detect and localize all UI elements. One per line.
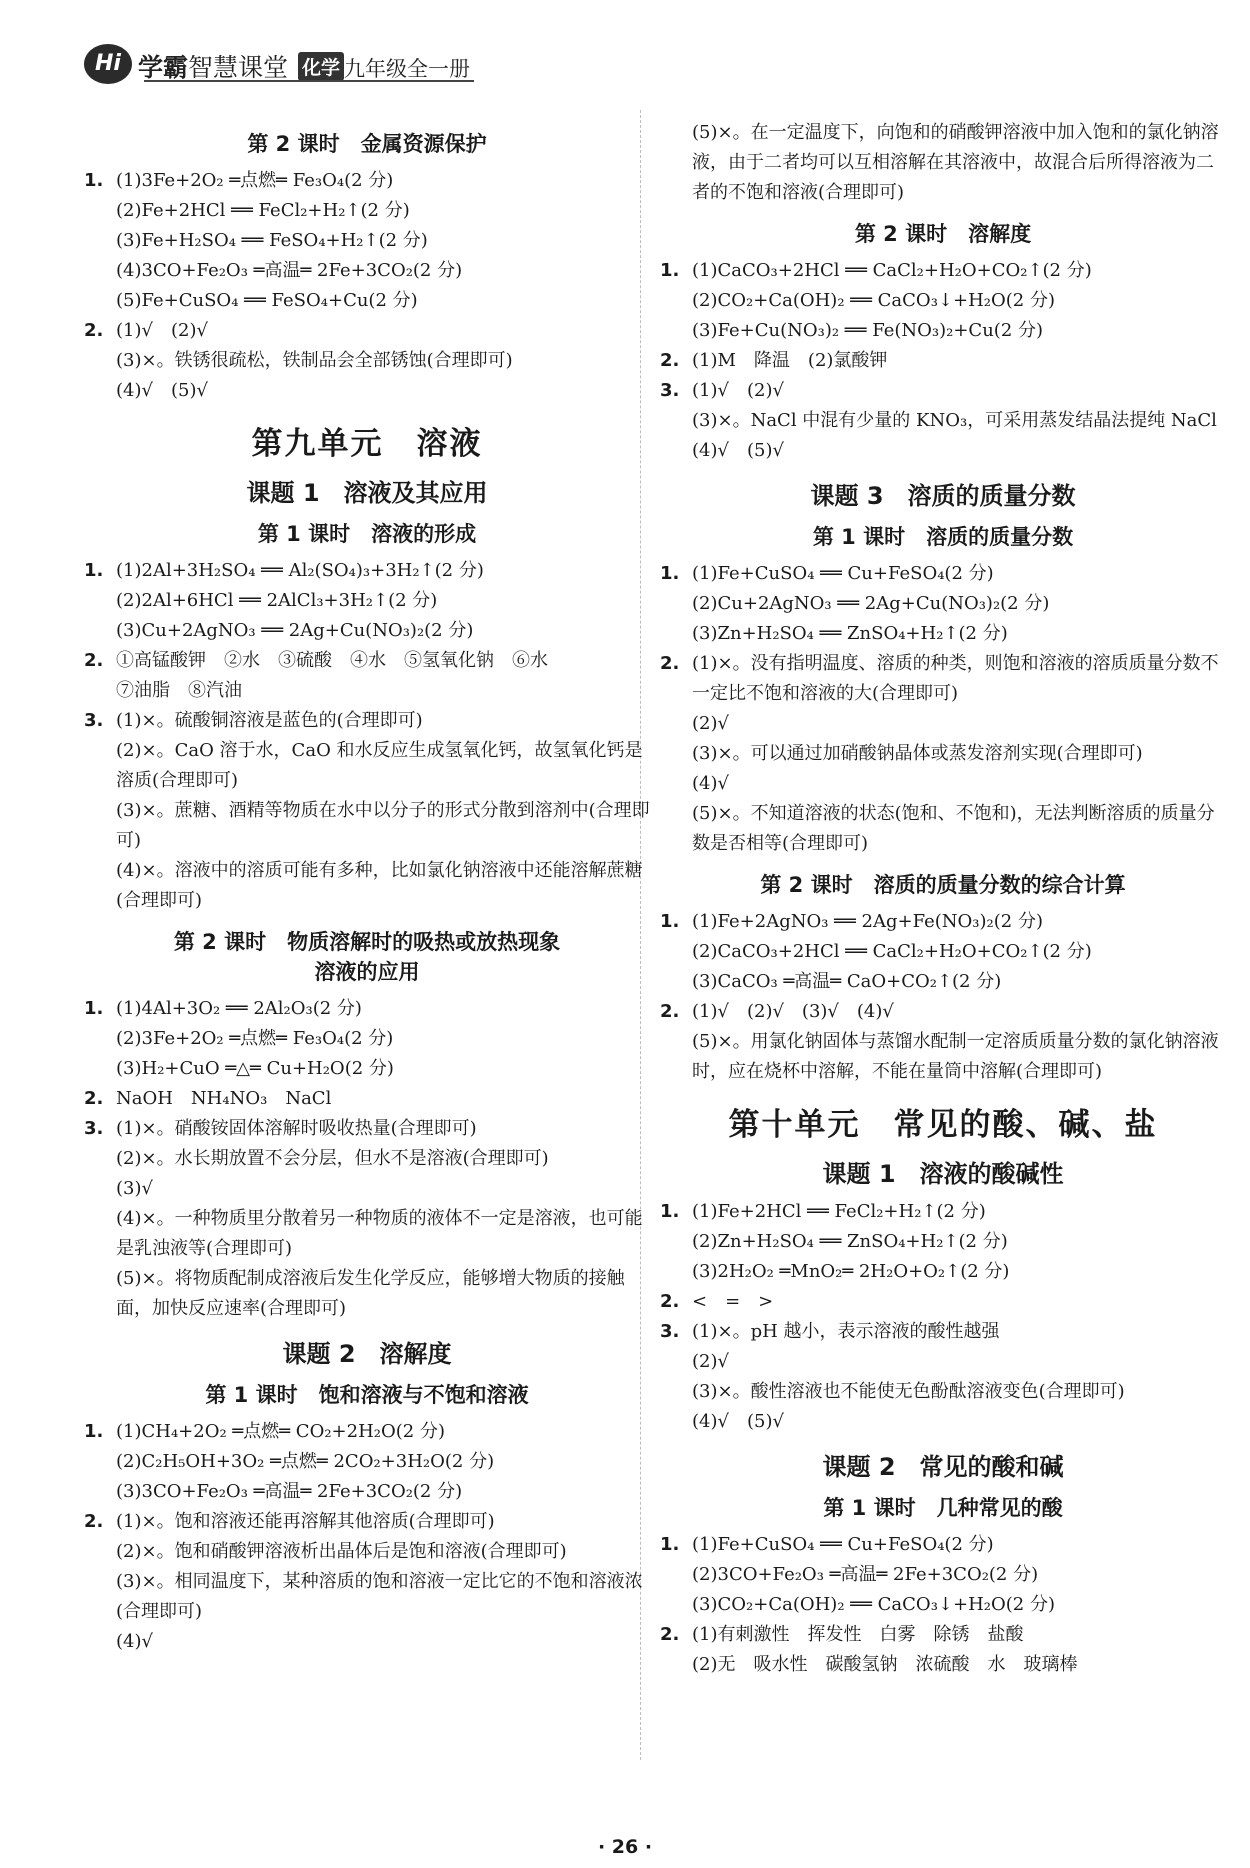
lesson-title: 第 2 课时 溶解度 (854, 222, 1032, 246)
answer-line (84, 1114, 650, 1144)
answer-item (84, 994, 650, 1084)
lesson-title: 第 2 课时 溶质的质量分数的综合计算 (760, 873, 1126, 897)
answer-text: (4)√ (116, 1631, 153, 1652)
answer-text: ①高锰酸钾 ②水 ③硫酸 ④水 ⑤氢氧化钠 ⑥水 (116, 650, 548, 671)
question-number: 3. (660, 1321, 680, 1342)
answer-line (84, 1144, 650, 1174)
topic-title: 课题 3 溶质的质量分数 (810, 482, 1076, 510)
answer-line (660, 907, 1226, 937)
answer-text: (4)×。一种物质里分散着另一种物质的液体不一定是溶液，也可能是乳浊液等(合理即可) (116, 1208, 643, 1259)
answer-text: (3)√ (116, 1178, 153, 1199)
answer-text: (2)CO₂+Ca(OH)₂ ══ CaCO₃↓+H₂O(2 分) (692, 290, 1055, 311)
answer-line (84, 1054, 650, 1084)
question-number: 3. (84, 710, 104, 731)
answer-text: (1)Fe+CuSO₄ ══ Cu+FeSO₄(2 分) (692, 1534, 994, 1555)
answer-item (84, 166, 650, 316)
answer-text: (2)×。饱和硝酸钾溶液析出晶体后是饱和溶液(合理即可) (116, 1541, 567, 1562)
answer-line (84, 796, 650, 856)
answer-text: (5)×。用氯化钠固体与蒸馏水配制一定溶质质量分数的氯化钠溶液时，应在烧杯中溶解，不能在量筒中溶解(合理即可) (692, 1031, 1219, 1082)
answer-text: (2)√ (692, 1351, 729, 1372)
answer-text: (1)√ (2)√ (692, 380, 784, 401)
answer-item (660, 346, 1226, 376)
answer-line (660, 1027, 1226, 1087)
answer-text: NaOH NH₄NO₃ NaCl (116, 1088, 332, 1109)
answer-text: (2)Fe+2HCl ══ FeCl₂+H₂↑(2 分) (116, 200, 410, 221)
answer-text: (3)Fe+Cu(NO₃)₂ ══ Fe(NO₃)₂+Cu(2 分) (692, 320, 1044, 341)
answer-item (84, 706, 650, 916)
answer-item (660, 997, 1226, 1087)
answer-line (660, 118, 1226, 208)
question-number: 1. (84, 998, 104, 1019)
answer-line (84, 166, 650, 196)
answer-text: (4)√ (5)√ (692, 1411, 784, 1432)
answer-line (84, 316, 650, 346)
answer-line (660, 619, 1226, 649)
answer-text: (1)4Al+3O₂ ══ 2Al₂O₃(2 分) (116, 998, 362, 1019)
answer-text: (3)×。NaCl 中混有少量的 KNO₃，可采用蒸发结晶法提纯 NaCl (692, 410, 1217, 431)
answer-line (84, 226, 650, 256)
answer-line (660, 1590, 1226, 1620)
answer-line (84, 1024, 650, 1054)
answer-text: (1)CaCO₃+2HCl ══ CaCl₂+H₂O+CO₂↑(2 分) (692, 260, 1092, 281)
question-number: 1. (660, 563, 680, 584)
answer-line (84, 856, 650, 916)
answer-text: (2)3Fe+2O₂ ═点燃═ Fe₃O₄(2 分) (116, 1028, 394, 1049)
grade-label: 九年级全一册 (344, 57, 471, 81)
answer-line (660, 1257, 1226, 1287)
answer-text: (3)H₂+CuO ═△═ Cu+H₂O(2 分) (116, 1058, 394, 1079)
answer-item (660, 1287, 1226, 1317)
answer-text: (3)3CO+Fe₂O₃ ═高温═ 2Fe+3CO₂(2 分) (116, 1481, 463, 1502)
answer-item (660, 376, 1226, 466)
answer-line (660, 1560, 1226, 1590)
answer-text: (1)Fe+2HCl ══ FeCl₂+H₂↑(2 分) (692, 1201, 986, 1222)
answer-text: (1)有刺激性 挥发性 白雾 除锈 盐酸 (692, 1624, 1024, 1645)
lesson-title: 第 1 课时 溶液的形成 (257, 522, 477, 546)
answer-text: (1)×。pH 越小，表示溶液的酸性越强 (692, 1321, 1000, 1342)
answer-line (84, 1204, 650, 1264)
topic-title: 课题 1 溶液的酸碱性 (822, 1160, 1064, 1188)
answer-text: (2)3CO+Fe₂O₃ ═高温═ 2Fe+3CO₂(2 分) (692, 1564, 1039, 1585)
answer-text: (2)Zn+H₂SO₄ ══ ZnSO₄+H₂↑(2 分) (692, 1231, 1008, 1252)
answer-text: (2)√ (692, 713, 729, 734)
answer-text: (1)×。硝酸铵固体溶解时吸收热量(合理即可) (116, 1118, 477, 1139)
answer-text: (3)CaCO₃ ═高温═ CaO+CO₂↑(2 分) (692, 971, 1002, 992)
answer-line (660, 649, 1226, 709)
topic-title: 课题 2 溶解度 (282, 1340, 452, 1368)
answer-text: (1)Fe+2AgNO₃ ══ 2Ag+Fe(NO₃)₂(2 分) (692, 911, 1043, 932)
answer-line (84, 586, 650, 616)
question-number: 1. (660, 260, 680, 281)
answer-item (84, 316, 650, 406)
answer-text: (3)Cu+2AgNO₃ ══ 2Ag+Cu(NO₃)₂(2 分) (116, 620, 474, 641)
answer-item (84, 1417, 650, 1507)
answer-text: (2)×。水长期放置不会分层，但水不是溶液(合理即可) (116, 1148, 549, 1169)
answer-line (660, 1197, 1226, 1227)
answer-text: (3)2H₂O₂ ═MnO₂═ 2H₂O+O₂↑(2 分) (692, 1261, 1010, 1282)
answer-line (84, 1477, 650, 1507)
brand-name: 学霸 (138, 53, 189, 82)
answer-text: (3)×。蔗糖、酒精等物质在水中以分子的形式分散到溶剂中(合理即可) (116, 800, 650, 851)
answer-line (660, 286, 1226, 316)
lesson-title: 第 2 课时 金属资源保护 (247, 132, 487, 156)
answer-line (660, 1620, 1226, 1650)
answer-line (84, 256, 650, 286)
answer-text: (1)×。硫酸铜溶液是蓝色的(合理即可) (116, 710, 423, 731)
answer-text: (1)CH₄+2O₂ ═点燃═ CO₂+2H₂O(2 分) (116, 1421, 445, 1442)
answer-text: (2)Cu+2AgNO₃ ══ 2Ag+Cu(NO₃)₂(2 分) (692, 593, 1050, 614)
answer-line (84, 616, 650, 646)
answer-text: (4)×。溶液中的溶质可能有多种，比如氯化钠溶液中还能溶解蔗糖(合理即可) (116, 860, 643, 911)
question-number: 1. (660, 1201, 680, 1222)
answer-line (660, 406, 1226, 436)
answer-line (84, 1264, 650, 1324)
answer-line (660, 997, 1226, 1027)
answer-line (660, 1347, 1226, 1377)
answer-text: ⑦油脂 ⑧汽油 (116, 680, 242, 701)
answer-text: (1)M 降温 (2)氯酸钾 (692, 350, 888, 371)
answer-line (84, 556, 650, 586)
answer-line (660, 346, 1226, 376)
answer-line (84, 736, 650, 796)
answer-item (660, 1317, 1226, 1437)
answer-line (84, 376, 650, 406)
answer-line (660, 559, 1226, 589)
left-column (84, 118, 650, 1657)
answer-text: (4)√ (5)√ (116, 380, 208, 401)
answer-text: (2)2Al+6HCl ══ 2AlCl₃+3H₂↑(2 分) (116, 590, 438, 611)
answer-line (660, 1377, 1226, 1407)
answer-text: (2)无 吸水性 碳酸氢钠 浓硫酸 水 玻璃棒 (692, 1654, 1078, 1675)
question-number: 3. (84, 1118, 104, 1139)
answer-line (84, 196, 650, 226)
answer-text: (4)√ (692, 773, 729, 794)
answer-line (660, 1530, 1226, 1560)
question-number: 2. (84, 1511, 104, 1532)
answer-text: (1)3Fe+2O₂ ═点燃═ Fe₃O₄(2 分) (116, 170, 394, 191)
question-number: 2. (660, 653, 680, 674)
answer-line (84, 706, 650, 736)
header-rule (144, 80, 474, 82)
answer-line (84, 646, 650, 676)
question-number: 1. (84, 1421, 104, 1442)
answer-item (660, 1530, 1226, 1620)
answer-item (84, 1084, 650, 1114)
answer-text: (3)×。酸性溶液也不能使无色酚酞溶液变色(合理即可) (692, 1381, 1125, 1402)
answer-line (84, 1417, 650, 1447)
question-number: 2. (660, 1001, 680, 1022)
answer-item (660, 256, 1226, 346)
answer-text: (3)Fe+H₂SO₄ ══ FeSO₄+H₂↑(2 分) (116, 230, 428, 251)
answer-text: (3)CO₂+Ca(OH)₂ ══ CaCO₃↓+H₂O(2 分) (692, 1594, 1055, 1615)
answer-line (660, 1407, 1226, 1437)
answer-text: (1)Fe+CuSO₄ ══ Cu+FeSO₄(2 分) (692, 563, 994, 584)
question-number: 3. (660, 380, 680, 401)
topic-title: 课题 2 常见的酸和碱 (822, 1453, 1064, 1481)
lesson-title: 第 1 课时 几种常见的酸 (823, 1496, 1063, 1520)
answer-line (84, 1537, 650, 1567)
answer-text: < = > (692, 1291, 774, 1312)
answer-line (84, 1084, 650, 1114)
unit-title: 第十单元 常见的酸、碱、盐 (728, 1107, 1158, 1143)
topic-title: 课题 1 溶液及其应用 (246, 479, 488, 507)
answer-text: (4)√ (5)√ (692, 440, 784, 461)
answer-item (660, 559, 1226, 649)
answer-item (84, 1507, 650, 1657)
question-number: 1. (84, 170, 104, 191)
answer-item (84, 1114, 650, 1324)
question-number: 2. (660, 1291, 680, 1312)
answer-text: (3)Zn+H₂SO₄ ══ ZnSO₄+H₂↑(2 分) (692, 623, 1008, 644)
question-number: 2. (660, 350, 680, 371)
answer-line (660, 316, 1226, 346)
answer-line (660, 799, 1226, 859)
answer-line (660, 256, 1226, 286)
question-number: 2. (84, 1088, 104, 1109)
answer-line (84, 1567, 650, 1627)
answer-line (660, 589, 1226, 619)
lesson-title: 第 2 课时 物质溶解时的吸热或放热现象 溶液的应用 (173, 930, 561, 984)
answer-text: (2)CaCO₃+2HCl ══ CaCl₂+H₂O+CO₂↑(2 分) (692, 941, 1092, 962)
page-header (84, 44, 474, 88)
answer-line (660, 769, 1226, 799)
question-number: 2. (84, 650, 104, 671)
question-number: 1. (660, 1534, 680, 1555)
subject-badge: 化学 (298, 52, 344, 81)
answer-line (84, 346, 650, 376)
answer-line (660, 937, 1226, 967)
answer-item (84, 646, 650, 706)
answer-text: (2)C₂H₅OH+3O₂ ═点燃═ 2CO₂+3H₂O(2 分) (116, 1451, 495, 1472)
answer-item (84, 556, 650, 646)
answer-line (660, 1287, 1226, 1317)
lesson-title: 第 1 课时 饱和溶液与不饱和溶液 (205, 1383, 529, 1407)
answer-line (660, 1317, 1226, 1347)
answer-text: (1)×。没有指明温度、溶质的种类，则饱和溶液的溶质质量分数不一定比不饱和溶液的大(合理即可) (692, 653, 1219, 704)
answer-text: (3)×。相同温度下，某种溶质的饱和溶液一定比它的不饱和溶液浓(合理即可) (116, 1571, 643, 1622)
unit-title: 第九单元 溶液 (251, 426, 483, 462)
answer-item (660, 1197, 1226, 1287)
right-column (660, 118, 1226, 1680)
answer-item (660, 1620, 1226, 1680)
answer-line (660, 1650, 1226, 1680)
answer-item (660, 907, 1226, 997)
lesson-title: 第 1 课时 溶质的质量分数 (812, 525, 1074, 549)
brand-logo-icon: Hi (84, 44, 132, 84)
answer-text: (3)×。可以通过加硝酸钠晶体或蒸发溶剂实现(合理即可) (692, 743, 1143, 764)
answer-line (660, 709, 1226, 739)
answer-text: (5)×。不知道溶液的状态(饱和、不饱和)，无法判断溶质的质量分数是否相等(合理即可) (692, 803, 1215, 854)
answer-line (660, 967, 1226, 997)
question-number: 2. (84, 320, 104, 341)
answer-line (660, 436, 1226, 466)
page-number: · 26 · (597, 1836, 653, 1858)
answer-text: (2)×。CaO 溶于水，CaO 和水反应生成氢氧化钙，故氢氧化钙是溶质(合理即可) (116, 740, 643, 791)
answer-line (660, 739, 1226, 769)
question-number: 1. (84, 560, 104, 581)
answer-text: (1)×。饱和溶液还能再溶解其他溶质(合理即可) (116, 1511, 495, 1532)
answer-text: (5)×。将物质配制成溶液后发生化学反应，能够增大物质的接触面，加快反应速率(合理即可) (116, 1268, 625, 1319)
answer-line (84, 286, 650, 316)
answer-item (660, 649, 1226, 859)
answer-line (660, 376, 1226, 406)
answer-continuation (660, 118, 1226, 208)
answer-text: (5)Fe+CuSO₄ ══ FeSO₄+Cu(2 分) (116, 290, 418, 311)
question-number: 1. (660, 911, 680, 932)
answer-line (660, 1227, 1226, 1257)
answer-line (84, 1627, 650, 1657)
brand-series: 智慧课堂 (188, 53, 289, 82)
answer-text: (1)√ (2)√ (3)√ (4)√ (692, 1001, 894, 1022)
answer-text: (1)√ (2)√ (116, 320, 208, 341)
answer-line (84, 1447, 650, 1477)
question-number: 2. (660, 1624, 680, 1645)
book-title (138, 48, 470, 84)
answer-text: (4)3CO+Fe₂O₃ ═高温═ 2Fe+3CO₂(2 分) (116, 260, 463, 281)
answer-text: (5)×。在一定温度下，向饱和的硝酸钾溶液中加入饱和的氯化钠溶液，由于二者均可以互相溶解在其溶液中，故混合后所得溶液为二者的不饱和溶液(合理即可) (692, 122, 1219, 203)
answer-text: (3)×。铁锈很疏松，铁制品会全部锈蚀(合理即可) (116, 350, 513, 371)
answer-line (84, 1507, 650, 1537)
answer-line (84, 1174, 650, 1204)
answer-text: (1)2Al+3H₂SO₄ ══ Al₂(SO₄)₃+3H₂↑(2 分) (116, 560, 484, 581)
answer-line (84, 676, 650, 706)
answer-line (84, 994, 650, 1024)
